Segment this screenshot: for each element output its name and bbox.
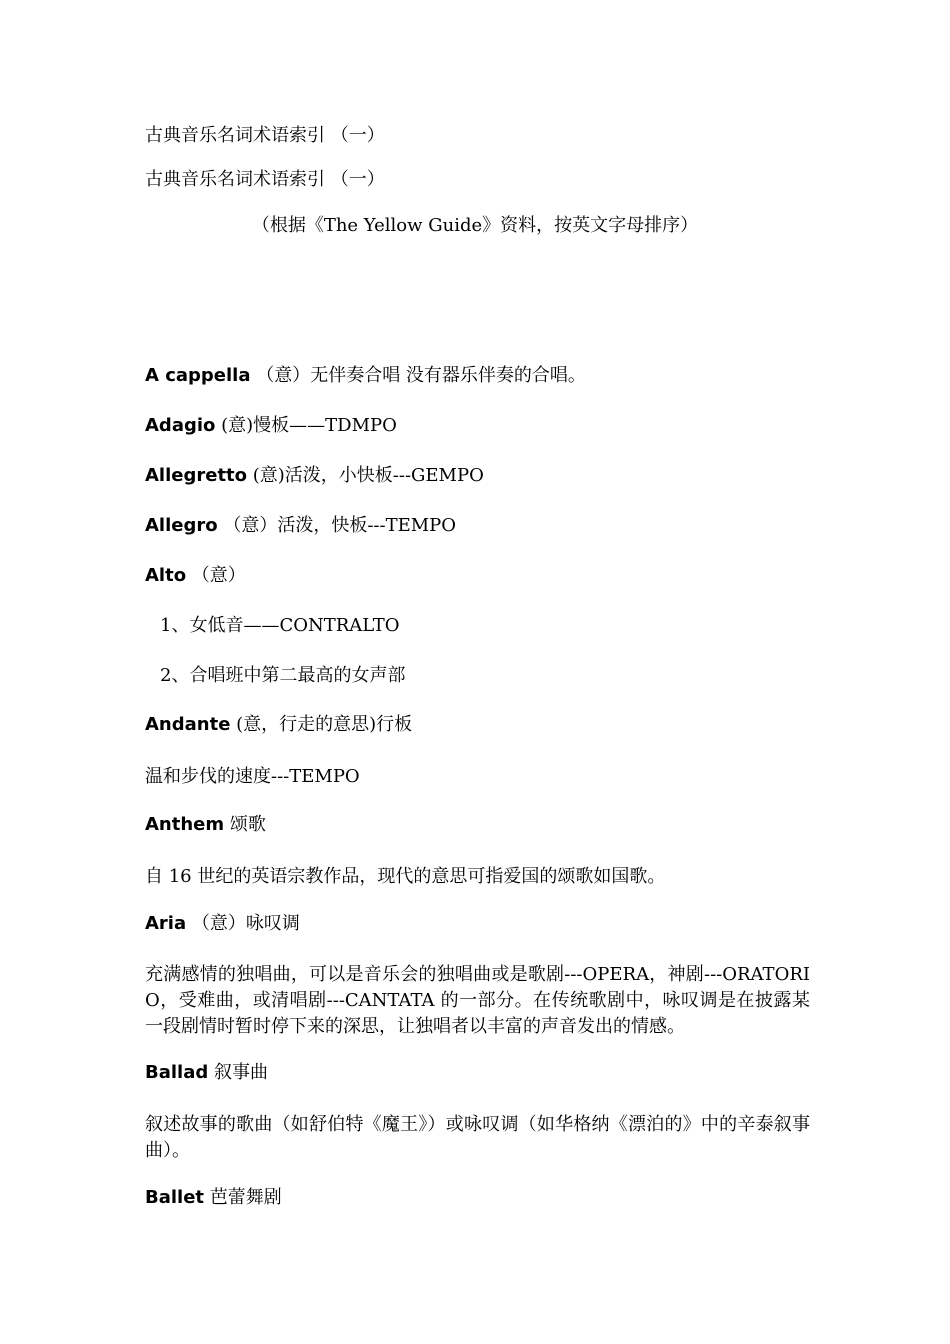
term-definition: 叙事曲	[208, 1062, 268, 1083]
alto-item-1: 1、女低音——CONTRALTO	[160, 615, 400, 636]
aria-description: 充满感情的独唱曲，可以是音乐会的独唱曲或是歌剧---OPERA，神剧---ORATORIO，受难曲，或清唱剧---CANTATA 的一部分。在传统歌剧中，咏叹调是在披露某一段剧情时暂时停下来的深思，让独唱者以丰富的声音发出的情感。	[145, 964, 810, 1037]
entry-allegretto	[145, 464, 484, 488]
entry-ballad	[145, 1061, 268, 1085]
entry-ballet	[145, 1186, 282, 1210]
entry-alto	[145, 564, 246, 588]
term-definition: （意）咏叹调	[186, 913, 300, 934]
alto-item-2: 2、合唱班中第二最高的女声部	[160, 665, 406, 686]
term-definition: (意)活泼，小快板---GEMPO	[247, 465, 484, 486]
term-heading: Ballet	[145, 1187, 205, 1208]
ballad-description: 叙述故事的歌曲（如舒伯特《魔王》）或咏叹调（如华格纳《漂泊的》中的辛泰叙事曲）。	[145, 1114, 810, 1161]
term-heading: Ballad	[145, 1062, 209, 1083]
term-definition: (意)慢板——TDMPO	[215, 415, 397, 436]
document-title-repeat: 古典音乐名词术语索引 （一）	[145, 169, 385, 190]
document-title: 古典音乐名词术语索引 （一）	[145, 125, 385, 146]
term-definition: (意，行走的意思)行板	[230, 714, 413, 735]
term-heading: Andante	[145, 714, 231, 735]
term-heading: Allegretto	[145, 465, 248, 486]
term-heading: Adagio	[145, 415, 216, 436]
term-heading: Aria	[145, 913, 187, 934]
term-definition: （意）无伴奏合唱 没有器乐伴奏的合唱。	[250, 365, 586, 386]
entry-adagio	[145, 414, 397, 438]
entry-andante	[145, 713, 412, 737]
term-heading: A cappella	[145, 365, 251, 386]
term-definition: （意）活泼，快板---TEMPO	[217, 515, 457, 536]
entry-allegro	[145, 514, 456, 538]
term-heading: Allegro	[145, 515, 218, 536]
entry-anthem	[145, 813, 266, 837]
term-definition: （意）	[186, 565, 246, 586]
entry-a-cappella	[145, 364, 586, 388]
anthem-description: 自 16 世纪的英语宗教作品，现代的意思可指爱国的颂歌如国歌。	[145, 866, 666, 887]
term-heading: Anthem	[145, 814, 225, 835]
term-definition: 芭蕾舞剧	[204, 1187, 282, 1208]
source-note: （根据《The Yellow Guide》资料，按英文字母排序）	[251, 215, 699, 236]
andante-description: 温和步伐的速度---TEMPO	[145, 766, 360, 787]
term-heading: Alto	[145, 565, 187, 586]
entry-aria	[145, 912, 300, 936]
term-definition: 颂歌	[224, 814, 266, 835]
